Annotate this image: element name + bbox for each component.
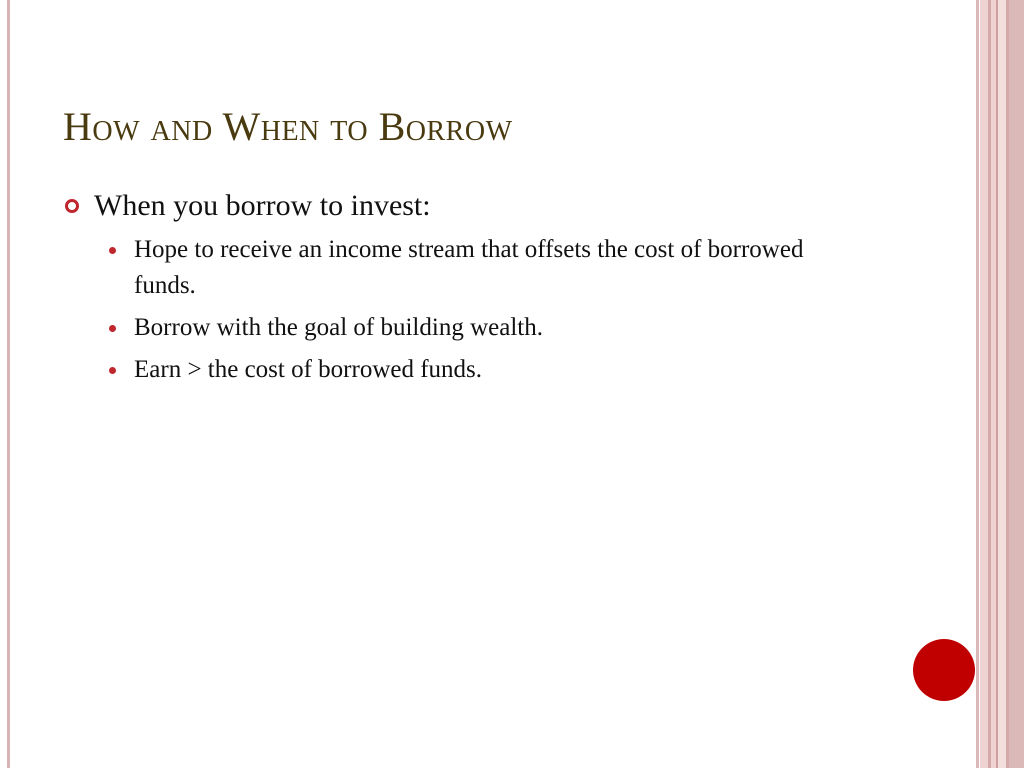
- sub-bullet-text: Borrow with the goal of building wealth.: [134, 314, 543, 341]
- bullet-level1-text: When you borrow to invest:: [94, 189, 431, 222]
- bullet-level1: [60, 186, 840, 226]
- sub-bullet-item: [60, 310, 834, 346]
- sub-bullet-text: Earn > the cost of borrowed funds.: [134, 356, 483, 383]
- dot-bullet-icon: [109, 247, 116, 254]
- slide-title: How and When to Borrow: [63, 104, 513, 149]
- right-border-stripe: [998, 0, 1006, 768]
- left-border-line: [7, 0, 10, 768]
- ring-bullet-icon: [65, 199, 79, 213]
- dot-bullet-icon: [109, 325, 116, 332]
- dot-bullet-icon: [109, 367, 116, 374]
- right-border-stripe: [976, 0, 979, 768]
- right-border-stripe: [1009, 0, 1024, 768]
- sub-bullet-text: Hope to receive an income stream that offsets the cost of borrowed funds.: [134, 236, 804, 299]
- sub-bullet-item: [60, 352, 834, 388]
- sub-bullet-list: [60, 232, 840, 388]
- red-circle-decoration: [913, 639, 975, 701]
- slide-body: [60, 186, 840, 394]
- right-border-stripe: [980, 0, 988, 768]
- sub-bullet-item: [60, 232, 834, 304]
